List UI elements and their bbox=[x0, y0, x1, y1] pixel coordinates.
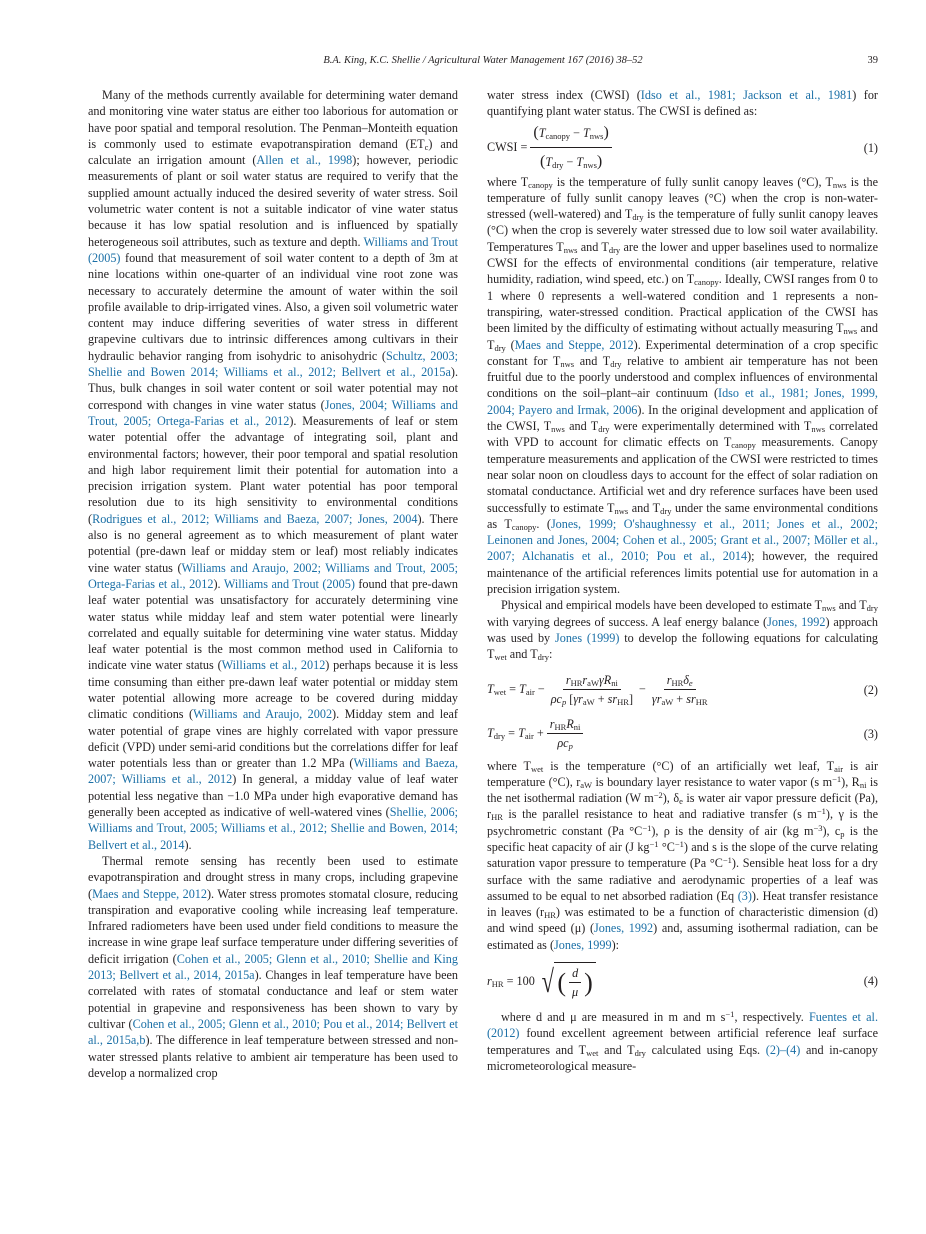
left-column bbox=[88, 87, 458, 1081]
equation-number: (1) bbox=[863, 140, 878, 155]
citation-link[interactable]: Cohen et al., 2005; Glenn et al., 2010; Pou et al., 2014; Bellvert et al., 2015a,b bbox=[88, 1016, 458, 1048]
citation-link[interactable]: Maes and Steppe, 2012 bbox=[514, 337, 634, 352]
citation-link[interactable]: Jones (1999) bbox=[555, 630, 620, 645]
citation-link[interactable]: Schultz, 2003; Shellie and Bowen 2014; Williams et al., 2012; Bellvert et al., 2015a bbox=[88, 348, 458, 380]
citation-link[interactable]: Jones, 1992 bbox=[767, 614, 826, 629]
citation-link[interactable]: Jones, 1992 bbox=[594, 921, 654, 936]
paragraph-models: Physical and empirical models have been developed to estimate $T_{nws}$ and $T_{dry}$ with varying degrees of success. A leaf energy balance (Jones, 1992) approach was used by Jones (1999) to develop the following equations for calculating $T_{wet}$ and $T_{dry}$: bbox=[487, 598, 879, 663]
running-header bbox=[88, 55, 878, 71]
equation-number: (2) bbox=[863, 682, 878, 697]
right-column bbox=[487, 87, 878, 1074]
journal-citation: B.A. King, K.C. Shellie / Agricultural Water Management 167 (2016) 38–52 bbox=[323, 55, 643, 66]
equation-2: $T_{wet} = T_{air}$ − $\frac{r_{HR}r_{aW}\gamma R_{ni}}{\rho c_p [\gamma r_{aW} + sr_{HR}]}$ − $\frac{r_{HR}\delta_e}{\gamma r_{aW} + sr_{HR}}$ (2) bbox=[487, 672, 878, 707]
citation-link[interactable]: Williams and Araujo, 2002 bbox=[193, 707, 333, 722]
citation-link[interactable]: Cohen et al., 2005; Glenn et al., 2010; Shellie and King 2013; Bellvert et al., 2014, 2015a bbox=[88, 951, 458, 983]
paragraph-thermal-sensing: Thermal remote sensing has recently been used to estimate evapotranspiration and drought stress in many crops, including grapevine (Maes and Steppe, 2012). Water stress promotes stomatal closure, reducing transpiration and evaporative cooling while increasing leaf temperature. Infrared radiometers have been used under field conditions to measure the increase in wine grape leaf surface temperature under differing severities of deficit irrigation (Cohen et al., 2005; Glenn et al., 2010; Shellie and King 2013; Bellvert et al., 2014, 2015a). Changes in leaf temperature have been correlated with rates of stomatal conductance and leaf or stem water potential in grapevine and responsiveness has been shown to vary by cultivar (Cohen et al., 2005; Glenn et al., 2010; Pou et al., 2014; Bellvert et al., 2015a,b). The difference in leaf temperature between stressed and non-water stressed plants relative to ambient air temperature has been used to develop a normalized crop bbox=[88, 853, 458, 1080]
citation-link[interactable]: Jones, 2004; Williams and Trout, 2005; Ortega-Farias et al., 2012 bbox=[88, 397, 458, 428]
paragraph-fuentes: where d and μ are measured in m and m $s^{-1}$, respectively. Fuentes et al. (2012) found excellent agreement between artificial reference leaf surface temperatures and $T_{wet}$ and $T_{dry}$ calculated using Eqs. (2)–(4) and in-canopy micrometeorological measure- bbox=[487, 1009, 878, 1073]
equation-4: $r_{HR} = 100$ √ ( $\frac{d}{\mu}$ ) (4) bbox=[487, 962, 878, 1000]
citation-link[interactable]: Rodrigues et al., 2012; Williams and Baeza, 2007; Jones, 2004 bbox=[92, 511, 418, 526]
paragraph-cwsi-definition: where $T_{canopy}$ is the temperature of fully sunlit canopy leaves (°C), $T_{nws}$ is the temperature of fully sunlit canopy leaves (°C) when the crop is non-water-stressed (well-watered) and $T_{dry}$ is the temperature of fully sunlit canopy leaves (°C) when the crop is severely water stressed due to low soil water availability. Temperatures $T_{nws}$ and $T_{dry}$ are the lower and upper baselines used to normalize CWSI for the effects of environmental conditions (air temperature, relative humidity, radiation, wind speed, etc.) on $T_{canopy}$. Ideally, CWSI ranges from 0 to 1 where 0 represents a well-watered condition and 1 represents a non-transpiring, water-stressed condition. Practical application of the CWSI has been limited by the difficulty of estimating without actually measuring $T_{nws}$ and $T_{dry}$ (Maes and Steppe, 2012). Experimental determination of a crop specific constant for $T_{nws}$ and $T_{dry}$ relative to ambient air temperature has not been fruitful due to the poorly understood and complex influences of environmental conditions on the soil–plant–air continuum (Idso et al., 1981; Jones, 1999, 2004; Payero and Irmak, 2006). In the original development and application of the CWSI, $T_{nws}$ and $T_{dry}$ were experimentally determined with $T_{nws}$ correlated with VPD to account for climatic effects on $T_{canopy}$ measurements. Canopy temperature measurements and application of the CWSI were restricted to times near solar noon on cloudless days to account for the effect of solar radiation on stomatal conductance. Artificial wet and dry reference surfaces have been used successfully to estimate $T_{nws}$ and $T_{dry}$ under the same environmental conditions as $T_{canopy}$. (Jones, 1999; O'shaughnessy et al., 2011; Jones et al., 2002; Leinonen and Jones, 2004; Cohen et al., 2005; Grant et al., 2007; Möller et al., 2007; Alchanatis et al., 2010; Pou et al., 2014); however, the required maintenance of the artificial references limits potential use for automation in a precision irrigation system. bbox=[487, 174, 879, 597]
paragraph-variable-definitions: where $T_{wet}$ is the temperature (°C) of an artificially wet leaf, $T_{air}$ is air temperature (°C), $r_{aW}$ is boundary layer resistance to water vapor (s $m^{-1}$), $R_{ni}$ is the net isothermal radiation (W $m^{-2}$), $\delta_e$ is water air vapor pressure deficit (Pa), $r_{HR}$ is the parallel resistance to heat and radiative transfer (s $m^{-1}$), γ is the psychrometric constant (Pa $^\circ C^{-1}$), ρ is the density of air (kg $m^{-3}$), $c_p$ is the specific heat capacity of air (J $kg^{-1}$ $^\circ C^{-1}$) and s is the slope of the curve relating saturation vapor pressure to temperature (Pa $^\circ C^{-1}$). Sensible heat loss for a dry surface with the same radiative and aerodynamic properties of a leaf was assumed to be equal to net absorbed radiation (Eq (3)). Heat transfer resistance in leaves $(r_{HR})$ was estimated to be a function of characteristic dimension (d) and wind speed (μ) (Jones, 1992) and, assuming isothermal radiation, can be estimated as (Jones, 1999): bbox=[487, 758, 879, 952]
equation-number: (4) bbox=[863, 973, 878, 988]
citation-link[interactable]: Shellie, 2006; Williams and Trout, 2005; Williams et al., 2012; Shellie and Bowen, 2014; Bellvert et al., 2014 bbox=[88, 805, 458, 852]
equation-number: (3) bbox=[863, 726, 878, 741]
citation-link[interactable]: Williams and Baeza, 2007; Williams et al., 2012 bbox=[88, 756, 458, 787]
citation-link[interactable]: Idso et al., 1981; Jackson et al., 1981 bbox=[640, 88, 853, 102]
citation-link[interactable]: Maes and Steppe, 2012 bbox=[92, 886, 207, 901]
citation-link[interactable]: Williams et al., 2012 bbox=[221, 658, 326, 673]
citation-link[interactable]: Idso et al., 1981; Jones, 1999, 2004; Payero and Irmak, 2006 bbox=[487, 386, 878, 417]
equation-3: $T_{dry} = T_{air}$ + $\frac{r_{HR}R_{ni}}{\rho c_p}$ (3) bbox=[487, 716, 878, 751]
square-root: √ ( $\frac{d}{\mu}$ ) bbox=[539, 962, 596, 1001]
equation-reference-link[interactable]: (2)–(4) bbox=[765, 1042, 801, 1057]
citation-link[interactable]: Jones, 1999; O'shaughnessy et al., 2011; Jones et al., 2002; Leinonen and Jones, 2004; Cohen et al., 2005; Grant et al., 2007; Möller et al., 2007; Alchanatis et al., 2010; Pou et al., 2014 bbox=[487, 516, 878, 564]
paragraph-vine-water-status: Many of the methods currently available for determining water demand and monitoring vine water status are either too laborious for automation or have poor spatial and temporal resolution. The Penman–Monteith equation is commonly used to estimate evapotranspiration demand $(ET_c)$ and calculate an irrigation amount (Allen et al., 1998); however, periodic measurements of plant or soil water status are required to verify that the supplied amount actually induced the desired severity of water stress. Soil volumetric water content is not a suitable indicator of vine water status because it has low spatial resolution and is influenced by spatially heterogeneous soil attributes, such as texture and depth. Williams and Trout (2005) found that measurement of soil water content to a depth of 3m at nine locations within one-quarter of an individual vine root zone was necessary to accurately determine the amount of water within the soil profile available to drip-irrigated vines. Also, a given soil volumetric water content may induce differing severities of water stress in different grapevine cultivars due to intrinsic differences among cultivars in their hydraulic behavior ranging from isohydric to anisohydric (Schultz, 2003; Shellie and Bowen 2014; Williams et al., 2012; Bellvert et al., 2015a). Thus, bulk changes in soil water content or soil water potential may not correspond with changes in vine water status (Jones, 2004; Williams and Trout, 2005; Ortega-Farias et al., 2012). Measurements of leaf or stem water potential offer the advantage of integrating soil, plant and environmental factors; however, their poor temporal and spatial resolution and high labor requirement limit their potential for automation into a precision irrigation system. Plant water potential has poor temporal resolution due to its high sensitivity to environmental conditions (Rodrigues et al., 2012; Williams and Baeza, 2007; Jones, 2004). There also is no general agreement as to which measurement of plant water potential (pre-dawn leaf or midday stem or leaf) most reliably indicates vine water status (Williams and Araujo, 2002; Williams and Trout, 2005; Ortega-Farias et al., 2012). Williams and Trout (2005) found that pre-dawn leaf water potential was unsatisfactory for accurately determining vine water status while midday leaf and stem water potential were linearly correlated and equally suitable for determining vine water status. Midday leaf water potential is the most common method used in California to indicate vine water status (Williams et al., 2012) perhaps because it is less time consuming than either pre-dawn leaf water potential or midday stem water potential allowing more acreage to be covered during midday climatic conditions (Williams and Araujo, 2002). Midday stem and leaf water potential of grape vines are highly correlated with vapor pressure deficit (VPD) under semi-arid conditions but the correlations differ for leaf water potentials less than or greater than 1.2 MPa (Williams and Baeza, 2007; Williams et al., 2012) In general, a midday value of leaf water potential less negative than −1.0 MPa under high evaporative demand has generally been accepted as indicative of well-watered vines (Shellie, 2006; Williams and Trout, 2005; Williams et al., 2012; Shellie and Bowen, 2014; Bellvert et al., 2014). bbox=[88, 88, 459, 852]
citation-link[interactable]: Allen et al., 1998 bbox=[256, 153, 353, 168]
paragraph-cwsi-intro: water stress index (CWSI) (Idso et al., 1981; Jackson et al., 1981) for quantifying plant water status. The CWSI is defined as: bbox=[487, 88, 878, 119]
page-number: 39 bbox=[867, 55, 878, 66]
citation-link[interactable]: Williams and Trout (2005) bbox=[88, 234, 458, 265]
equation-reference-link[interactable]: (3) bbox=[737, 888, 752, 903]
equation-1: CWSI = $\frac{(T_{canopy} - T_{nws})}{(T_{dry} - T_{nws})}$ (1) bbox=[487, 126, 878, 170]
citation-link[interactable]: Jones, 1999 bbox=[554, 937, 612, 952]
citation-link[interactable]: Williams and Araujo, 2002; Williams and Trout, 2005; Ortega-Farias et al., 2012 bbox=[88, 560, 458, 591]
citation-link[interactable]: Williams and Trout (2005) bbox=[223, 576, 355, 591]
citation-link[interactable]: Fuentes et al. (2012) bbox=[487, 1010, 878, 1041]
